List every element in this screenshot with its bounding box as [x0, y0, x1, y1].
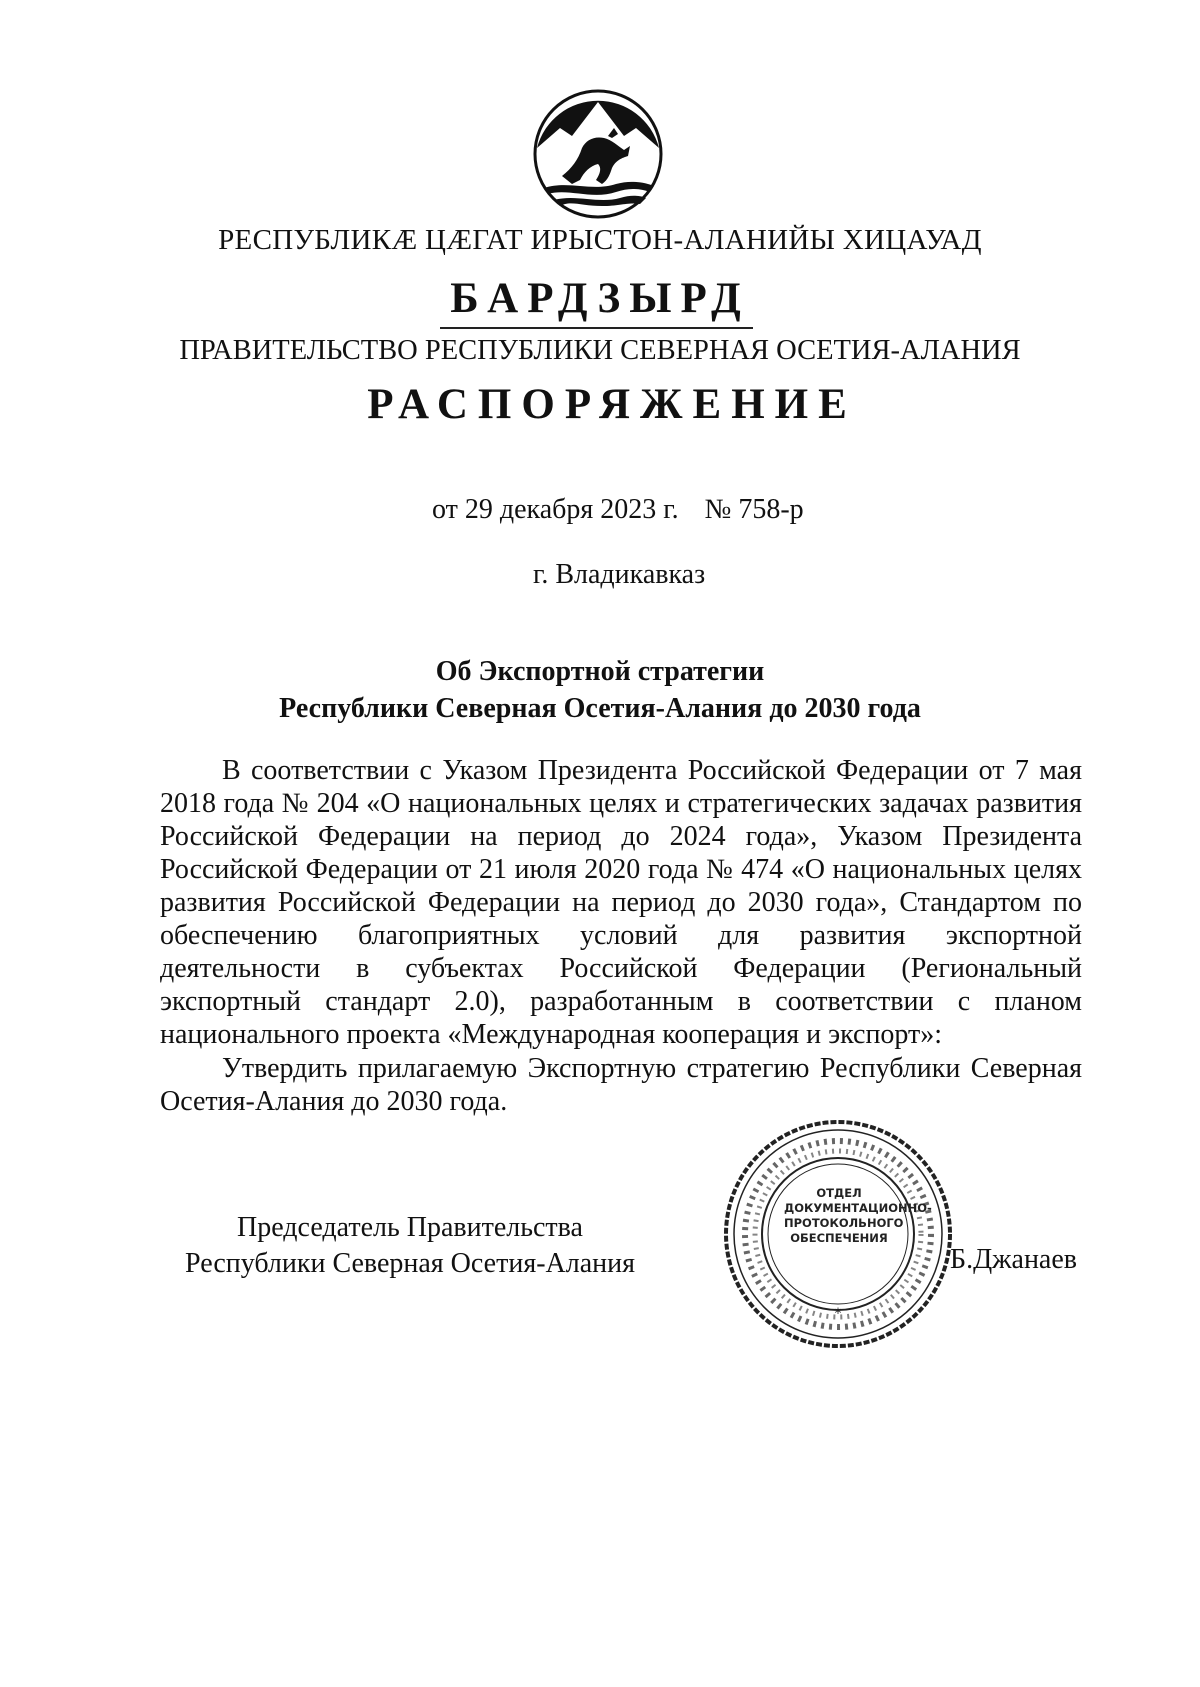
header-divider: [440, 327, 753, 329]
government-title: ПРАВИТЕЛЬСТВО РЕСПУБЛИКИ СЕВЕРНАЯ ОСЕТИЯ-АЛАНИЯ: [179, 335, 1021, 366]
subject-line-1: Об Экспортной стратегии: [435, 656, 765, 687]
stamp-line-4: ОБЕСПЕЧЕНИЯ: [790, 1231, 888, 1245]
stamp-line-2: ДОКУМЕНТАЦИОННО-: [784, 1201, 932, 1215]
stamp-line-1: ОТДЕЛ: [816, 1186, 862, 1200]
stamp-line-3: ПРОТОКОЛЬНОГО: [784, 1216, 904, 1230]
document-type: РАСПОРЯЖЕНИЕ: [367, 381, 857, 428]
document-date-number: [432, 494, 804, 526]
svg-text:*: *: [834, 1306, 842, 1322]
body-section-preamble: [160, 754, 1082, 1051]
document-city: г. Владикавказ: [533, 559, 706, 590]
body-paragraph-decision: Утвердить прилагаемую Экспортную стратегию Республики Северная Осетия-Алания до 2030 года.: [160, 1053, 1082, 1117]
signatory-position-line-2: Республики Северная Осетия-Алания: [185, 1248, 635, 1279]
document-number: № 758-р: [704, 494, 804, 525]
ossetian-government-title: РЕСПУБЛИКÆ ЦÆГАТ ИРЫСТОН-АЛАНИЙЫ ХИЦАУАД: [218, 224, 982, 256]
subject-line-2: Республики Северная Осетия-Алания до 2030 года: [279, 693, 921, 724]
body-section-decision: [160, 1052, 1082, 1118]
coat-of-arms-emblem: [532, 88, 664, 220]
ossetian-document-type: БАРДЗЫРД: [450, 275, 750, 322]
stamp-center-text: [784, 1186, 932, 1246]
signatory-position: [160, 1210, 660, 1282]
signatory-name: Б.Джанаев: [950, 1244, 1078, 1275]
document-subject: [0, 653, 1200, 727]
body-paragraph-preamble: В соответствии с Указом Президента Российской Федерации от 7 мая 2018 года № 204 «О национальных целях и стратегических задачах развития Российской Федерации на период до 2024 года», Указом Президента Российской Федерации от 21 июля 2020 года № 474 «О национальных целях развития Российской Федерации на период до 2030 года», Стандартом по обеспечению благоприятных условий для развития экспортной деятельности в субъектах Российской Федерации (Региональный экспортный стандарт 2.0), разработанным в соответствии с планом национального проекта «Международная кооперация и экспорт»:: [160, 755, 1082, 1050]
signatory-position-line-1: Председатель Правительства: [237, 1212, 583, 1243]
document-date: от 29 декабря 2023 г.: [432, 494, 679, 525]
